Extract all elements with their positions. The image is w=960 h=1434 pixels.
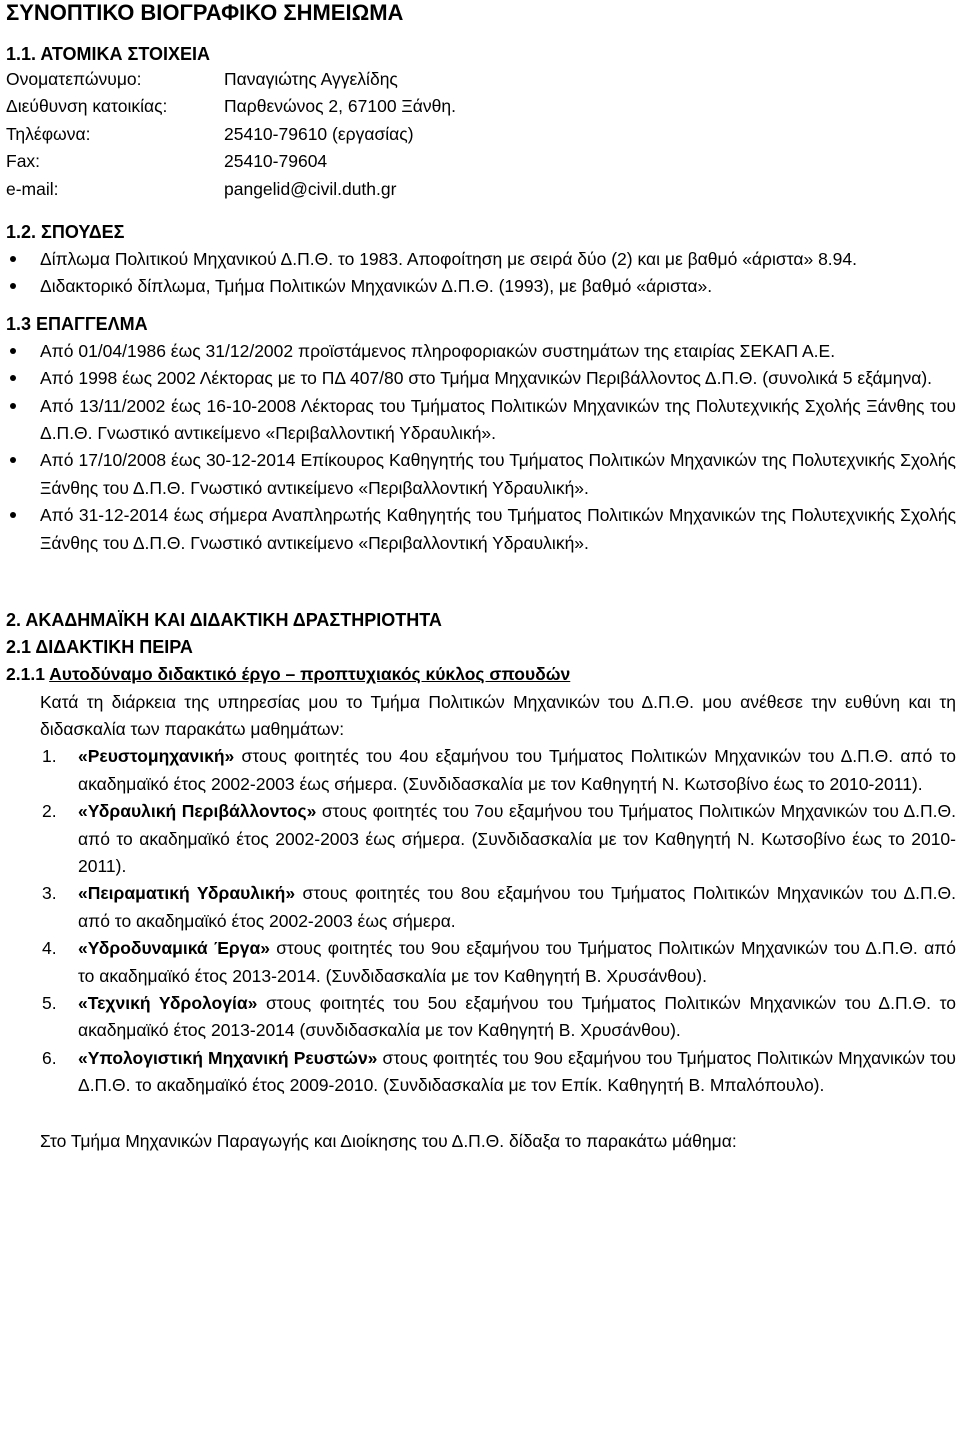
course-name: «Τεχνική Υδρολογία» [78,992,258,1013]
row-value: 25410-79610 (εργασίας) [224,123,414,144]
email-link[interactable]: pangelid@civil.duth.gr [224,178,397,199]
intro-paragraph: Κατά τη διάρκεια της υπηρεσίας μου το Τμήμα Πολιτικών Μηχανικών του Δ.Π.Θ. μου ανέθεσε την ευθύνη και τη διδασκαλία των παρακάτω μαθημάτων: [40,691,956,739]
course-name: «Υπολογιστική Μηχανική Ρευστών» [78,1047,378,1068]
subsection-number: 2.1.1 [6,664,45,685]
course-name: «Ρευστομηχανική» [78,746,235,767]
course-number: 1. [42,746,57,767]
subsection-heading [6,661,956,688]
list-item: Από 1998 έως 2002 Λέκτορας με το ΠΔ 407/80 στο Τμήμα Μηχανικών Περιβάλλοντος Δ.Π.Θ. (συνολικά 5 εξάμηνα). [6,365,956,392]
course-text: στους φοιτητές του 8ου εξαμήνου του Τμήματος Πολιτικών Μηχανικών του Δ.Π.Θ. από το ακαδημαϊκό έτος 2002-2003 έως σήμερα. [78,883,957,931]
list-item: Από 17/10/2008 έως 30-12-2014 Επίκουρος Καθηγητής του Τμήματος Πολιτικών Μηχανικών της Πολυτεχνικής Σχολής Ξάνθης του Δ.Π.Θ. Γνωστικό αντικείμενο «Περιβαλλοντική Υδραυλική». [6,447,956,502]
row-label: e-mail: [6,178,59,199]
studies-heading: 1.2. ΣΠΟΥΔΕΣ [6,222,125,243]
course-item [6,798,956,880]
course-item [6,1045,956,1100]
course-number: 4. [42,938,57,959]
course-item [6,880,956,935]
course-item [6,990,956,1045]
course-number: 2. [42,801,57,822]
row-label: Ονοματεπώνυμο: [6,69,142,89]
personal-row [6,66,956,93]
document-title: ΣΥΝΟΠΤΙΚΟ ΒΙΟΓΡΑΦΙΚΟ ΣΗΜΕΙΩΜΑ [6,0,404,25]
row-value: 25410-79604 [224,151,328,172]
teaching-heading: 2.1 ΔΙΔΑΚΤΙΚΗ ΠΕΙΡΑ [6,637,193,658]
row-value: Παρθενώνος 2, 67100 Ξάνθη. [224,96,456,117]
row-value: Παναγιώτης Αγγελίδης [224,69,398,89]
personal-row [6,121,956,148]
footer-paragraph: Στο Τμήμα Μηχανικών Παραγωγής και Διοίκησης του Δ.Π.Θ. δίδαξα το παρακάτω μάθημα: [40,1130,737,1151]
personal-row [6,93,956,120]
courses-list [6,743,956,1099]
academic-heading: 2. ΑΚΑΔΗΜΑΪΚΗ ΚΑΙ ΔΙΔΑΚΤΙΚΗ ΔΡΑΣΤΗΡΙΟΤΗΤΑ [6,610,442,631]
course-number: 5. [42,992,57,1013]
row-label: Fax: [6,151,41,172]
personal-heading: 1.1. ΑΤΟΜΙΚΑ ΣΤΟΙΧΕΙΑ [6,44,211,64]
list-item: Διδακτορικό δίπλωμα, Τμήμα Πολιτικών Μηχανικών Δ.Π.Θ. (1993), με βαθμό «άριστα». [6,273,956,300]
profession-heading: 1.3 ΕΠΑΓΓΕΛΜΑ [6,313,148,334]
list-item: Από 31-12-2014 έως σήμερα Αναπληρωτής Καθηγητής του Τμήματος Πολιτικών Μηχανικών της Πολυτεχνικής Σχολής Ξάνθης του Δ.Π.Θ. Γνωστικό αντικείμενο «Περιβαλλοντική Υδραυλική». [6,502,956,557]
list-item: Δίπλωμα Πολιτικού Μηχανικού Δ.Π.Θ. το 1983. Αποφοίτηση με σειρά δύο (2) και με βαθμό «άριστα» 8.94. [6,246,956,273]
course-text: στους φοιτητές του 7ου εξαμήνου του Τμήματος Πολιτικών Μηχανικών του Δ.Π.Θ. από το ακαδημαϊκό έτος 2002-2003 έως σήμερα. (Συνδιδασκαλία με τον Καθηγητή Ν. Κωτσοβίνο έως το 2010-2011). [78,801,957,876]
course-name: «Υδροδυναμικά Έργα» [78,938,270,959]
course-number: 6. [42,1047,57,1068]
course-item [6,935,956,990]
list-item: Από 01/04/1986 έως 31/12/2002 προϊστάμενος πληροφοριακών συστημάτων της εταιρίας ΣΕΚΑΠ Α.Ε. [6,338,956,365]
course-name: «Υδραυλική Περιβάλλοντος» [78,801,317,822]
course-text: στους φοιτητές του 9ου εξαμήνου του Τμήματος Πολιτικών Μηχανικών του Δ.Π.Θ. από το ακαδημαϊκό έτος 2013-2014. (Συνδιδασκαλία με τον Καθηγητή Β. Χρυσάνθου). [78,938,956,986]
course-item [6,743,956,798]
row-label: Διεύθυνση κατοικίας: [6,96,168,117]
personal-row [6,148,956,175]
course-text: στους φοιτητές του 4ου εξαμήνου του Τμήματος Πολιτικών Μηχανικών του Δ.Π.Θ. από το ακαδημαϊκό έτος 2002-2003 έως σήμερα. (Συνδιδασκαλία με τον Καθηγητή Ν. Κωτσοβίνο έως το 2010-2011). [78,746,956,794]
course-text: στους φοιτητές του 5ου εξαμήνου του Τμήματος Πολιτικών Μηχανικών του Δ.Π.Θ. το ακαδημαϊκό έτος 2013-2014 (συνδιδασκαλία με τον Καθηγητή Β. Χρυσάνθου). [78,992,956,1041]
studies-list [6,246,956,301]
list-item: Από 13/11/2002 έως 16-10-2008 Λέκτορας του Τμήματος Πολιτικών Μηχανικών της Πολυτεχνικής Σχολής Ξάνθης του Δ.Π.Θ. Γνωστικό αντικείμενο «Περιβαλλοντική Υδραυλική». [6,393,956,448]
row-label: Τηλέφωνα: [6,123,91,144]
subsection-title: Αυτοδύναμο διδακτικό έργο – προπτυχιακός κύκλος σπουδών [49,664,571,685]
personal-row [6,176,956,203]
course-text: στους φοιτητές του 9ου εξαμήνου του Τμήματος Πολιτικών Μηχανικών του Δ.Π.Θ. το ακαδημαϊκό έτος 2009-2010. (Συνδιδασκαλία με τον Επίκ. Καθηγητή Β. Μπαλόπουλο). [78,1047,956,1096]
course-name: «Πειραματική Υδραυλική» [78,883,296,904]
course-number: 3. [42,883,57,904]
profession-list [6,338,956,557]
personal-info [6,66,956,203]
